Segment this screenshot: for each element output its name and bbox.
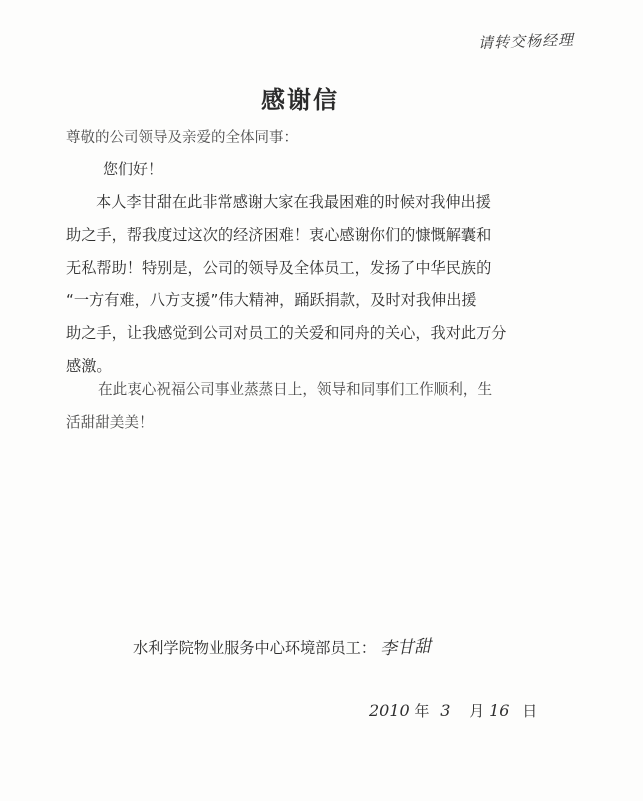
letter-salutation: 尊敬的公司领导及亲爱的全体同事： <box>66 130 298 146</box>
body-paragraph-1 <box>66 186 576 383</box>
handwritten-signature: 李甘甜 <box>379 636 432 660</box>
signature-block <box>133 633 431 658</box>
paragraph-line: “一方有难，八方支援”伟大精神，踊跃捐款，及时对我伸出援 <box>66 291 477 310</box>
letter-date <box>369 700 537 721</box>
date-day-unit: 日 <box>522 702 538 720</box>
date-year: 2010 <box>369 701 410 720</box>
paragraph-line: 本人李甘甜在此非常感谢大家在我最困难的时候对我伸出援 <box>96 193 491 211</box>
paragraph-line: 活甜甜美美！ <box>66 414 154 431</box>
body-paragraph-2 <box>66 373 576 439</box>
paragraph-line: 在此衷心祝福公司事业蒸蒸日上，领导和同事们工作顺利，生 <box>98 381 493 398</box>
paragraph-line: 助之手，帮我度过这次的经济困难！衷心感谢你们的慷慨解囊和 <box>66 225 492 244</box>
letter-title: 感谢信 <box>261 86 339 114</box>
date-day: 16 <box>489 701 510 720</box>
date-year-unit: 年 <box>414 702 430 720</box>
date-month: 3 <box>440 701 451 720</box>
letter-greeting: 您们好！ <box>103 160 164 178</box>
paragraph-line: 助之手，让我感觉到公司对员工的关爱和同舟的关心，我对此万分 <box>66 324 507 343</box>
handwritten-note: 请转交杨经理 <box>477 30 575 53</box>
date-month-unit: 月 <box>469 702 485 720</box>
signature-label: 水利学院物业服务中心环境部员工： <box>133 639 376 657</box>
paragraph-line: 感激。 <box>66 356 112 375</box>
paragraph-line: 无私帮助！特别是，公司的领导及全体员工，发扬了中华民族的 <box>66 258 492 277</box>
